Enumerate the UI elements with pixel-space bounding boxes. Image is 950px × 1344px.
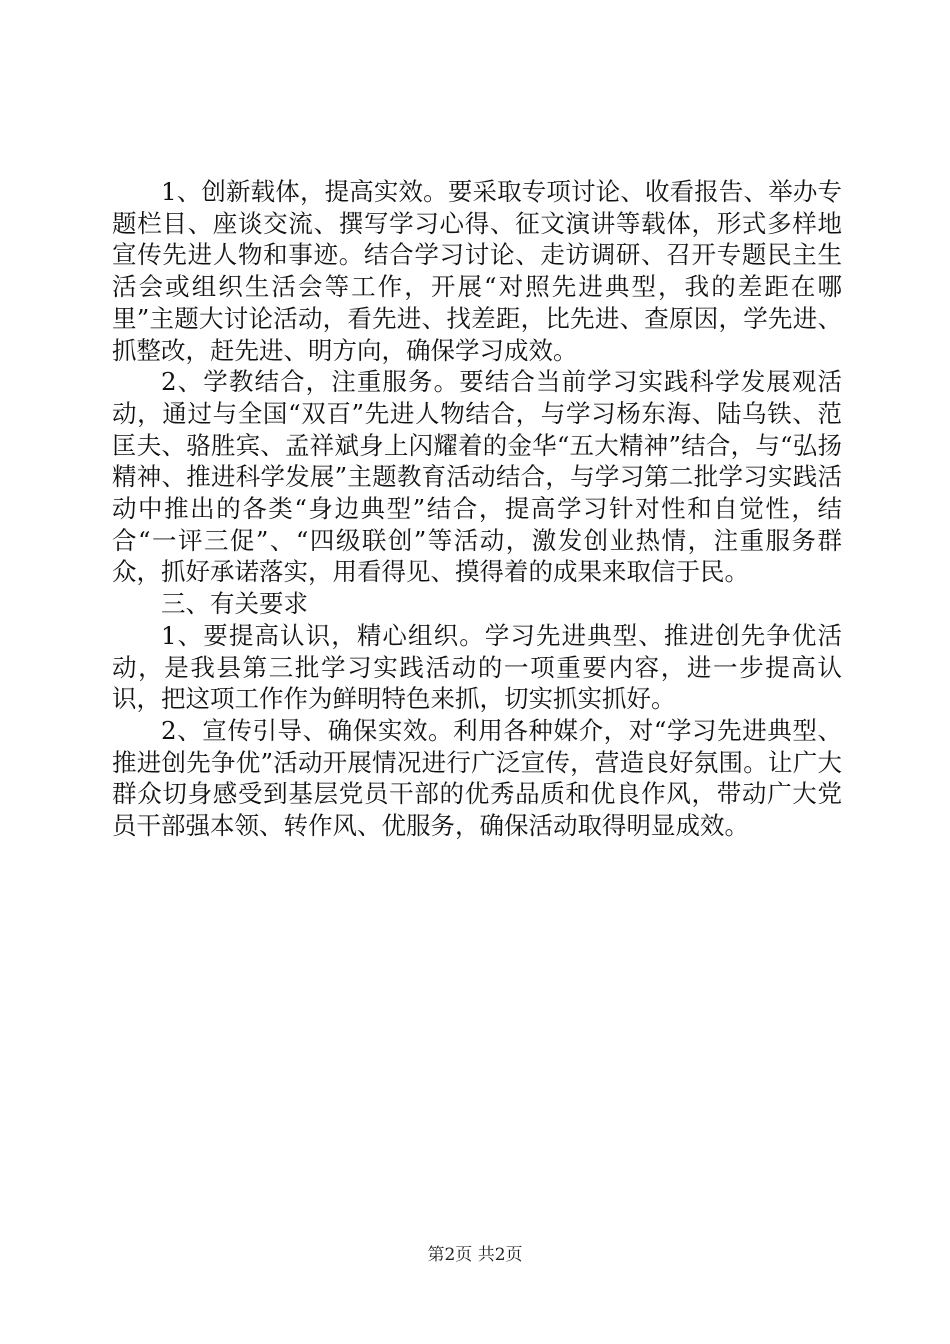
section-heading-requirements: 三、有关要求 xyxy=(161,589,308,619)
paragraph-learning-service: 2、学教结合，注重服务。要结合当前学习实践科学发展观活动，通过与全国“双百”先进人物结合，与学习杨东海、陆乌铁、范匡夫、骆胜宾、孟祥斌身上闪耀着的金华“五大精神”结合，与“弘扬精神、推进科学发展”主题教育活动结合，与学习第二批学习实践活动中推出的各类“身边典型”结合，提高学习针对性和自觉性，结合“一评三促”、“四级联创”等活动，激发创业热情，注重服务群众，抓好承诺落实，用看得见、摸得着的成果来取信于民。 xyxy=(112,367,842,587)
paragraph-publicity: 2、宣传引导、确保实效。利用各种媒介，对“学习先进典型、推进创先争优”活动开展情况进行广泛宣传，营造良好氛围。让广大群众切身感受到基层党员干部的优秀品质和优良作风，带动广大党员干部强本领、转作风、优服务，确保活动取得明显成效。 xyxy=(112,715,842,841)
document-body xyxy=(112,176,842,842)
paragraph-awareness: 1、要提高认识，精心组织。学习先进典型、推进创先争优活动，是我县第三批学习实践活动的一项重要内容，进一步提高认识，把这项工作作为鲜明特色来抓，切实抓实抓好。 xyxy=(112,620,842,714)
paragraph-innovation: 1、创新载体，提高实效。要采取专项讨论、收看报告、举办专题栏目、座谈交流、撰写学习心得、征文演讲等载体，形式多样地宣传先进人物和事迹。结合学习讨论、走访调研、召开专题民主生活会或组织生活会等工作，开展“对照先进典型，我的差距在哪里”主题大讨论活动，看先进、找差距，比先进、查原因，学先进、抓整改，赶先进、明方向，确保学习成效。 xyxy=(112,177,842,365)
page-footer: 第2页 共2页 xyxy=(427,1245,523,1265)
